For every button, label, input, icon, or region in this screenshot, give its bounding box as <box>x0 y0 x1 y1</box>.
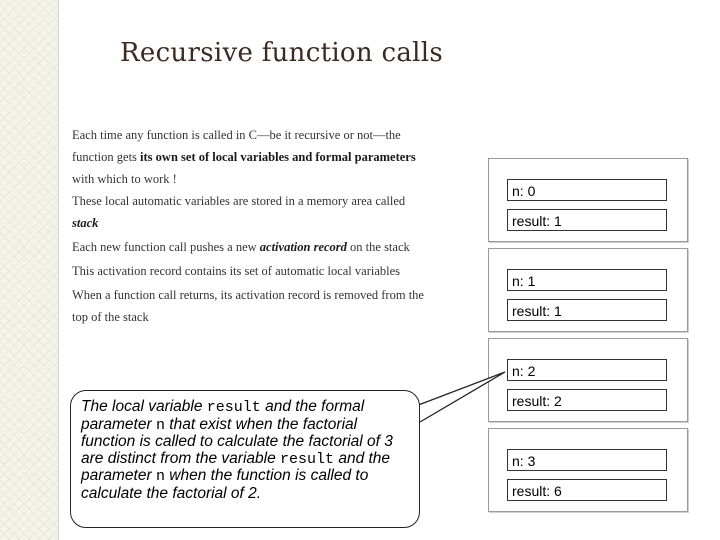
frame-result-value: result: 1 <box>507 299 667 321</box>
callout-text <box>81 398 393 502</box>
text-run: When a function call returns, its activation record is removed from the top of the stack <box>72 288 424 324</box>
text-run: with which to work ! <box>72 172 177 186</box>
frame-n-value: n: 3 <box>507 449 667 471</box>
frame-result-value: result: 1 <box>507 209 667 231</box>
frame-n-value: n: 2 <box>507 359 667 381</box>
text-run: These local automatic variables are stored in a memory area called <box>72 194 406 208</box>
frame-n-value: n: 1 <box>507 269 667 291</box>
code-identifier: result <box>280 450 335 468</box>
code-identifier: n <box>155 468 165 485</box>
emphasis-text: activation record <box>259 240 347 254</box>
text-run: Each time any function is called in C—be it recursive or not—the function gets <box>72 128 401 164</box>
text-run: and the formal parameter <box>81 398 365 433</box>
frame-result-value: result: 6 <box>507 479 667 501</box>
code-identifier: result <box>206 399 261 416</box>
slide-title: Recursive function calls <box>120 38 444 68</box>
text-run: and the parameter <box>81 449 391 484</box>
frame-result-value: result: 2 <box>507 389 667 411</box>
text-run: when the function is called to calculate the factorial of 2. <box>81 467 369 502</box>
text-run: on the stack <box>346 240 410 254</box>
emphasis-text: stack <box>72 216 99 230</box>
frame-n-value: n: 0 <box>507 179 667 201</box>
text-run: The local variable <box>81 398 207 415</box>
text-run: Each new function call pushes a new <box>72 240 260 254</box>
emphasis-text: its own set of local variables and formal parameters <box>140 150 416 164</box>
code-identifier: n <box>155 416 165 434</box>
explanation-callout <box>70 390 420 528</box>
text-run: that exist when the factorial function is called to calculate the factorial of 3 are distinct from the variable <box>81 415 393 467</box>
text-run: This activation record contains its set of automatic local variables <box>72 264 401 278</box>
